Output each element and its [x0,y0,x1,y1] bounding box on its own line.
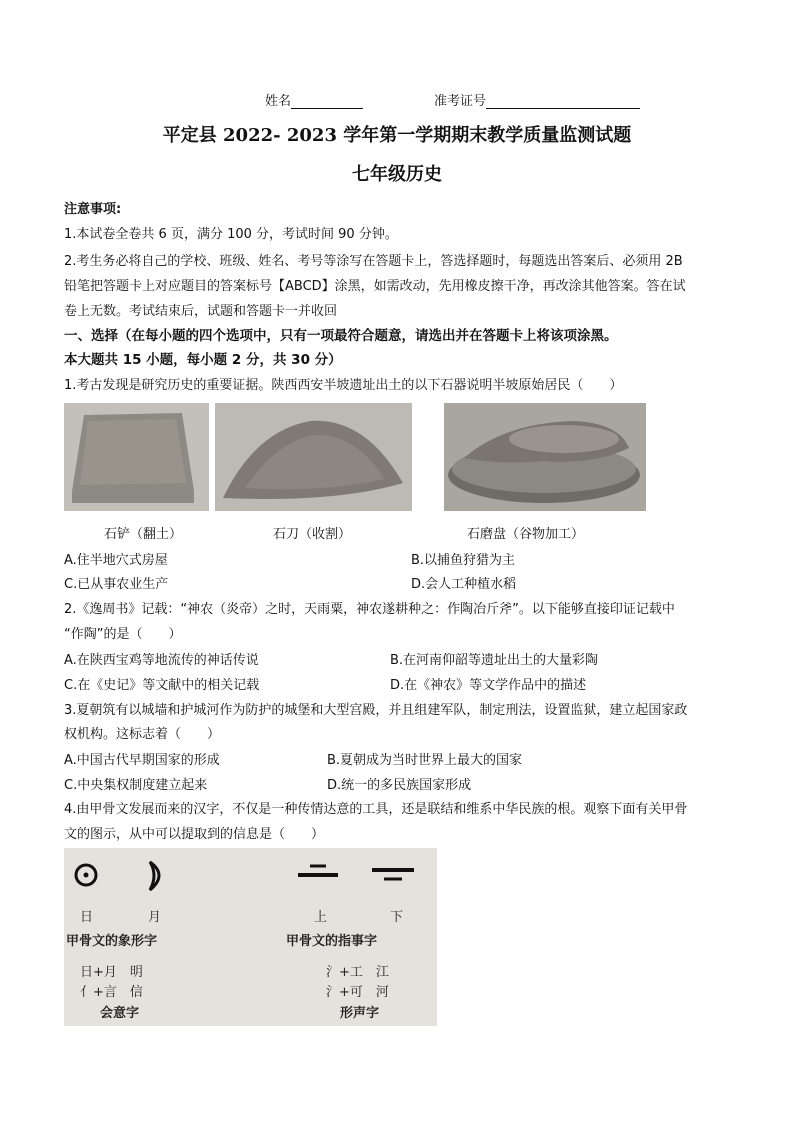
exam-number-label: 准考证号 [434,94,487,109]
name-blank [291,96,363,109]
char-sun: 日 [80,910,94,925]
moon-glyph [150,862,159,890]
oracle-bone-figure [64,848,437,1026]
question-3-stem-line-1: 3.夏朝筑有以城墙和护城河作为防护的城堡和大型宫殿，并且组建军队，制定刑法，设置监狱，建立起国家政 [64,703,688,718]
question-4-stem-line-1: 4.由甲骨文发展而来的汉字，不仅是一种传情达意的工具，还是联结和维系中华民族的根。观察下面有关甲骨 [64,802,688,817]
char-down: 下 [390,910,404,925]
caption-stone-mill: 石磨盘（谷物加工） [467,527,585,542]
oracle-glyphs [64,848,437,908]
stone-shovel-image [64,403,209,511]
section-heading-line-1: 一、选择（在每小题的四个选项中，只有一项最符合题意，请选出并在答题卡上将该项涂黑。 [64,328,618,344]
q3-option-d[interactable]: D.统一的多民族国家形成 [327,778,472,793]
stone-mill-image [444,403,646,511]
question-2-stem-line-1: 2.《逸周书》记载：“神农（炎帝）之时，天雨粟，神农遂耕种之：作陶冶斤斧”。以下能够直接印证记载中 [64,602,675,617]
q3-option-c[interactable]: C.中央集权制度建立起来 [64,778,208,793]
exam-number-blank [486,96,640,109]
exam-title: 平定县 2022- 2023 学年第一学期期末教学质量监测试题 [162,125,632,146]
question-2-stem-line-2: “作陶”的是（ ） [64,627,182,642]
notice-heading: 注意事项: [64,202,122,217]
q1-option-a[interactable]: A.住半地穴式房屋 [64,553,168,568]
name-field[interactable] [265,90,363,109]
q2-option-b[interactable]: B.在河南仰韶等遗址出土的大量彩陶 [390,653,599,668]
phonogram-row-1: 氵+工 江 [326,965,389,980]
q1-option-b[interactable]: B.以捕鱼狩猎为主 [411,553,516,568]
char-up: 上 [314,910,328,925]
ideogram-row-2: 亻+言 信 [80,985,143,1000]
q3-option-b[interactable]: B.夏朝成为当时世界上最大的国家 [327,753,523,768]
stone-knife-image [215,403,412,511]
q1-option-d[interactable]: D.会人工种植水稻 [411,577,517,592]
question-3-stem-line-2: 权机构。这标志着（ ） [64,727,221,742]
char-moon: 月 [148,910,162,925]
notice-item-2-line-3: 卷上无数。考试结束后，试题和答题卡一并收回 [64,304,338,319]
caption-stone-knife: 石刀（收割） [273,527,352,542]
q3-option-a[interactable]: A.中国古代早期国家的形成 [64,753,220,768]
q2-option-c[interactable]: C.在《史记》等文献中的相关记载 [64,678,260,693]
q2-option-d[interactable]: D.在《神农》等文学作品中的描述 [390,678,587,693]
ideogram-label: 会意字 [100,1006,140,1021]
question-1-stem: 1.考古发现是研究历史的重要证据。陕西西安半坡遗址出土的以下石器说明半坡原始居民（ ） [64,378,623,393]
exam-number-field[interactable] [434,90,640,109]
notice-item-2-line-1: 2.考生务必将自己的学校、班级、姓名、考号等涂写在答题卡上，答选择题时，每题选出答案后、必须用 2B [64,254,683,269]
question-4-stem-line-2: 文的图示，从中可以提取到的信息是（ ） [64,827,325,842]
q2-option-a[interactable]: A.在陕西宝鸡等地流传的神话传说 [64,653,259,668]
ideogram-row-1: 日+月 明 [80,965,143,980]
phonogram-row-2: 氵+可 河 [326,985,389,1000]
section-heading-line-2: 本大题共 15 小题，每小题 2 分，共 30 分） [64,352,342,368]
caption-stone-shovel: 石铲（翻土） [104,527,183,542]
phonogram-label: 形声字 [340,1006,380,1021]
pictograph-label: 甲骨文的象形字 [66,934,158,949]
exam-subtitle: 七年级历史 [352,164,442,185]
name-label: 姓名 [265,94,292,109]
q1-option-c[interactable]: C.已从事农业生产 [64,577,169,592]
notice-item-2-line-2: 铅笔把答题卡上对应题目的答案标号【ABCD】涂黑，如需改动，先用橡皮擦干净，再改涂其他答案。答在试 [64,279,686,294]
indicative-label: 甲骨文的指事字 [286,934,378,949]
notice-item-1: 1.本试卷全卷共 6 页，满分 100 分，考试时间 90 分钟。 [64,227,398,242]
